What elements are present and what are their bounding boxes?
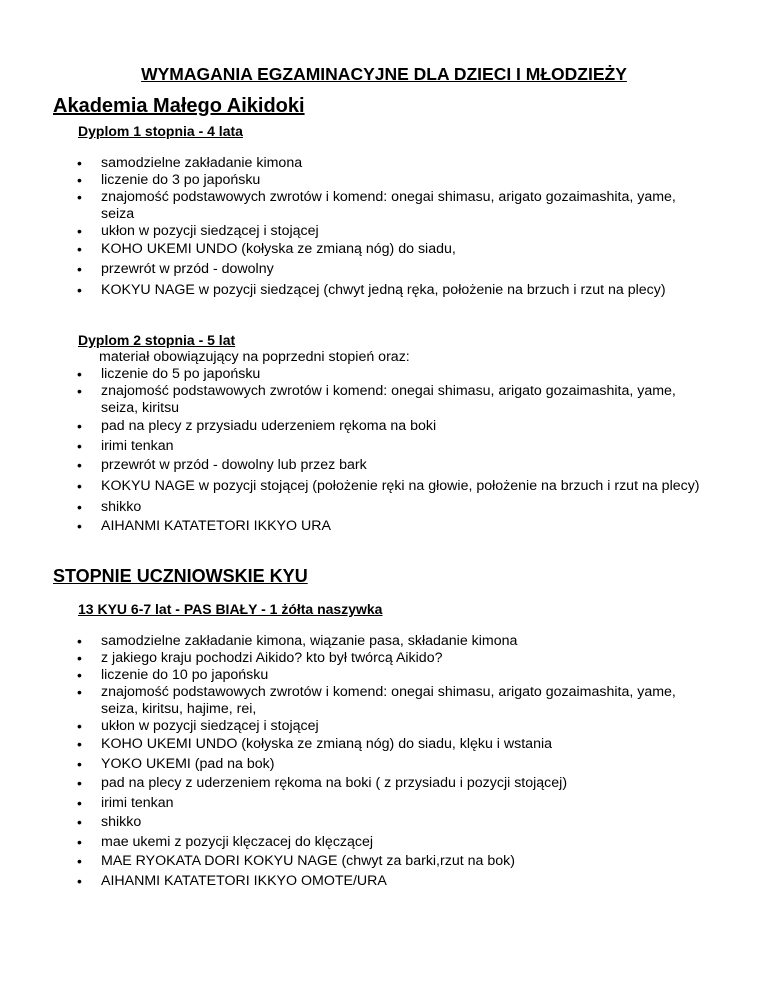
list-item-text: shikko [101,814,142,830]
list-item-text: YOKO UKEMI (pad na bok) [101,755,275,772]
bullet-icon: • [77,667,82,683]
main-title: WYMAGANIA EGZAMINACYJNE DLA DZIECI I MŁODZIEŻY [141,64,627,84]
list-item-text: znajomość podstawowych zwrotów i komend: onegai shimasu, arigato gozaimashita, yame, seiza [101,189,676,222]
list-item [0,498,711,518]
bullet-icon: • [77,366,82,382]
list-item [0,774,711,794]
list-item [0,755,711,775]
list-item-text: liczenie do 10 po japońsku [101,667,269,683]
list-item [0,794,711,814]
bullet-icon: • [77,457,82,473]
list-item [0,517,711,537]
bullet-icon: • [77,189,82,205]
list-item-text: liczenie do 3 po japońsku [101,172,261,188]
dyplom2-title: Dyplom 2 stopnia - 5 lat [78,332,236,348]
bullet-icon: • [77,281,82,298]
list-item [0,667,711,684]
list-item-text: KOHO UKEMI UNDO (kołyska ze zmianą nóg) do siadu, klęku i wstania [101,736,553,752]
list-item [0,684,711,718]
list-item [0,718,711,735]
list-item [0,155,711,172]
list-item-text: KOHO UKEMI UNDO (kołyska ze zmianą nóg) do siadu, [101,241,456,257]
list-item-text: znajomość podstawowych zwrotów i komend: onegai shimasu, arigato gozaimashita, yame, seiza, kiritsu [101,383,676,416]
bullet-icon: • [77,736,82,752]
list-item [0,813,711,833]
bullet-icon: • [77,794,82,811]
bullet-icon: • [77,633,82,649]
list-item-text: AIHANMI KATATETORI IKKYO OMOTE/URA [101,872,387,889]
dyplom1-list [0,155,768,301]
list-item-text: irimi tenkan [101,794,174,811]
list-item-text: pad na plecy z przysiadu uderzeniem rękoma na boki [101,418,437,434]
list-item-text: KOKYU NAGE w pozycji siedzącej (chwyt jedną ręka, położenie na brzuch i rzut na plecy) [101,281,666,298]
bullet-icon: • [77,241,82,257]
list-item-text: przewrót w przód - dowolny [101,260,274,277]
bullet-icon: • [77,718,82,734]
list-item-text: samodzielne zakładanie kimona, wiązanie pasa, składanie kimona [101,633,518,649]
dyplom1-title: Dyplom 1 stopnia - 4 lata [78,123,243,139]
bullet-icon: • [77,755,82,772]
bullet-icon: • [77,775,82,791]
list-item [0,852,711,872]
bullet-icon: • [77,155,82,171]
list-item [0,223,711,240]
bullet-icon: • [77,260,82,277]
kyu13-list [0,633,768,891]
list-item-text: pad na plecy z uderzeniem rękoma na boki ( z przysiadu i pozycji stojącej) [101,775,568,791]
list-item-text: liczenie do 5 po japońsku [101,366,261,382]
list-item-text: shikko [101,498,142,515]
dyplom2-intro: materiał obowiązujący na poprzedni stopień oraz: [99,349,410,365]
list-item [0,383,711,417]
bullet-icon: • [77,684,82,700]
bullet-icon: • [77,383,82,399]
bullet-icon: • [77,172,82,188]
list-item [0,478,711,495]
list-item [0,189,711,223]
list-item-text: KOKYU NAGE w pozycji stojącej (położenie ręki na głowie, położenie na brzuch i rzut na plecy) [101,478,700,494]
list-item [0,833,711,853]
bullet-icon: • [77,437,82,454]
list-item-text: z jakiego kraju pochodzi Aikido? kto był twórcą Aikido? [101,650,443,666]
bullet-icon: • [77,498,82,515]
bullet-icon: • [77,478,82,494]
bullet-icon: • [77,418,82,434]
list-item-text: samodzielne zakładanie kimona [101,155,303,171]
list-item-text: MAE RYOKATA DORI KOKYU NAGE (chwyt za barki,rzut na bok) [101,853,515,869]
list-item-text: AIHANMI KATATETORI IKKYO URA [101,518,331,534]
bullet-icon: • [77,518,82,534]
list-item-text: ukłon w pozycji siedzącej i stojącej [101,223,319,239]
org-title: Akademia Małego Aikidoki [53,95,305,117]
list-item [0,456,711,476]
list-item [0,282,711,299]
list-item-text: ukłon w pozycji siedzącej i stojącej [101,718,319,734]
list-item-text: znajomość podstawowych zwrotów i komend: onegai shimasu, arigato gozaimashita, yame, seiza, kiritsu, hajime, rei, [101,684,676,717]
list-item [0,240,711,260]
bullet-icon: • [77,853,82,869]
list-item [0,633,711,650]
bullet-icon: • [77,872,82,889]
kyu13-title: 13 KYU 6-7 lat - PAS BIAŁY - 1 żółta naszywka [78,601,383,617]
bullet-icon: • [77,650,82,666]
list-item-text: irimi tenkan [101,437,174,454]
list-item [0,366,711,383]
list-item [0,872,711,892]
bullet-icon: • [77,814,82,830]
list-item [0,735,711,755]
bullet-icon: • [77,833,82,850]
list-item [0,437,711,457]
list-item [0,260,711,280]
kyu-section-title: STOPNIE UCZNIOWSKIE KYU [53,566,308,586]
bullet-icon: • [77,223,82,239]
list-item [0,417,711,437]
list-item [0,172,711,189]
dyplom2-list [0,366,768,537]
list-item [0,650,711,667]
list-item-text: przewrót w przód - dowolny lub przez bark [101,457,367,473]
list-item-text: mae ukemi z pozycji klęczacej do klęczącej [101,833,374,850]
